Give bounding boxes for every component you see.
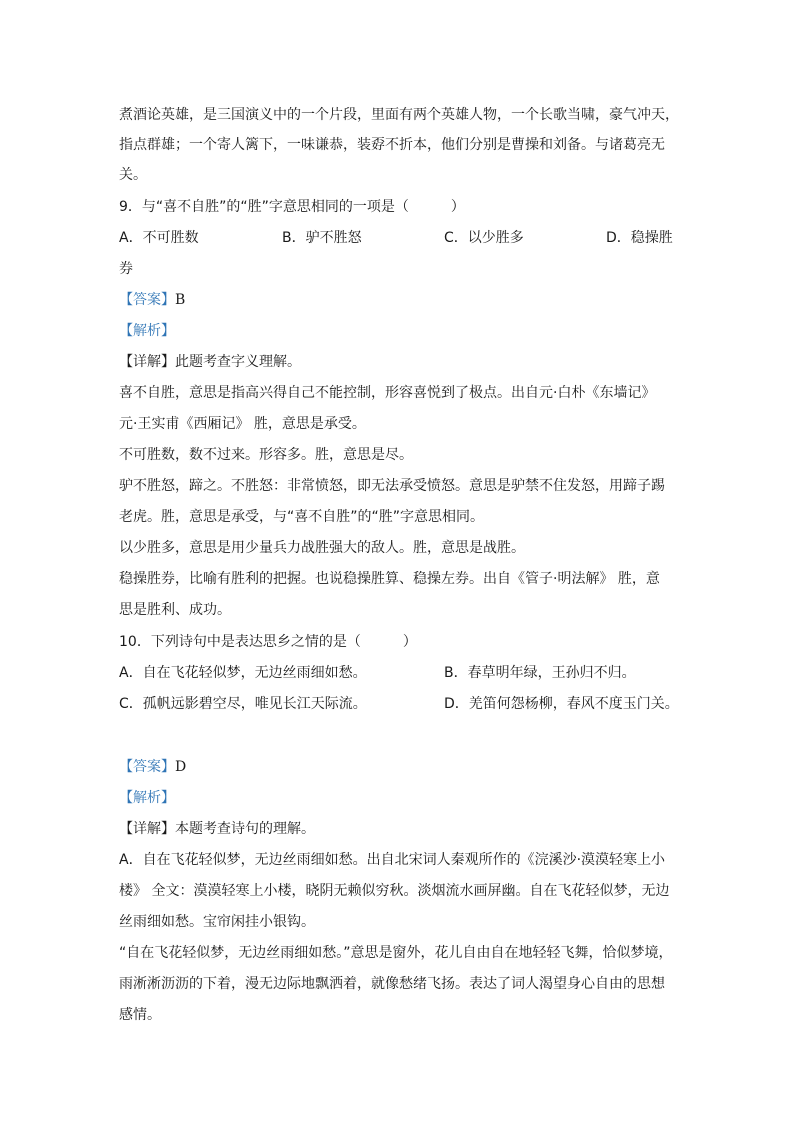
q10-option-b: B．春草明年绿，王孙归不归。 <box>444 665 636 681</box>
q9-detail-line-3: 元·王实甫《西厢记》 胜，意思是承受。 <box>119 416 366 432</box>
q10-detail-line-5: “自在飞花轻似梦，无边丝雨细如愁。”意思是窗外，花儿自由自在地轻轻飞舞，恰似梦境， <box>119 945 673 961</box>
q10-detail-intro <box>119 819 315 839</box>
q9-option-b: B．驴不胜怒 <box>282 230 362 246</box>
q9-option-c: C．以少胜多 <box>444 230 524 246</box>
q9-stem: 9．与“喜不自胜”的“胜”字意思相同的一项是（ ） <box>119 199 465 215</box>
q10-analysis-label: 【解析】 <box>119 790 175 806</box>
q9-detail-line-5: 驴不胜怒，蹄之。不胜怒：非常愤怒，即无法承受愤怒。意思是驴禁不住发怒，用蹄子踢 <box>119 478 665 494</box>
q10-detail-line-4: 丝雨细如愁。宝帘闲挂小银钩。 <box>119 914 315 930</box>
q10-option-c: C．孤帆远影碧空尽，唯见长江天际流。 <box>119 696 367 712</box>
q10-stem: 10．下列诗句中是表达思乡之情的是（ ） <box>119 634 417 650</box>
q9-detail-label: 【详解】 <box>119 354 175 370</box>
q9-detail-intro <box>119 352 301 372</box>
q10-detail-line-1: 本题考查诗句的理解。 <box>175 821 315 837</box>
q10-answer-label: 【答案】 <box>119 759 175 775</box>
q9-detail-line-4: 不可胜数，数不过来。形容多。胜，意思是尽。 <box>119 447 413 463</box>
q10-answer-value: D <box>175 759 187 775</box>
intro-line-3: 关。 <box>119 167 147 183</box>
intro-line-2: 指点群雄；一个寄人篱下，一味谦恭，装孬不折本，他们分别是曹操和刘备。与诸葛亮无 <box>119 137 665 153</box>
q10-detail-line-6: 雨淅淅沥沥的下着，漫无边际地飘洒着，就像愁绪飞扬。表达了词人渴望身心自由的思想 <box>119 976 665 992</box>
q9-detail-line-9: 思是胜利、成功。 <box>119 602 231 618</box>
q9-detail-line-2: 喜不自胜，意思是指高兴得自己不能控制，形容喜悦到了极点。出自元·白朴《东墙记》 <box>119 385 656 401</box>
q10-detail-line-2: A．自在飞花轻似梦，无边丝雨细如愁。出自北宋词人秦观所作的《浣溪沙·漠漠轻寒上小 <box>119 852 666 868</box>
q9-answer <box>119 290 185 310</box>
q9-detail-line-1: 此题考查字义理解。 <box>175 354 301 370</box>
q10-option-a: A．自在飞花轻似梦，无边丝雨细如愁。 <box>119 665 367 681</box>
q10-answer <box>119 757 186 777</box>
q10-option-d: D．羌笛何怨杨柳，春风不度玉门关。 <box>444 696 679 712</box>
q9-option-d: D．稳操胜 <box>606 230 673 246</box>
q10-detail-line-7: 感情。 <box>119 1007 161 1023</box>
q9-answer-value: B <box>175 292 186 308</box>
q9-detail-line-7: 以少胜多，意思是用少量兵力战胜强大的敌人。胜，意思是战胜。 <box>119 540 525 556</box>
intro-line-1: 煮酒论英雄，是三国演义中的一个片段，里面有两个英雄人物，一个长歌当啸，豪气冲天， <box>119 107 679 123</box>
q10-detail-line-3: 楼》 全文：漠漠轻寒上小楼，晓阴无赖似穷秋。淡烟流水画屏幽。自在飞花轻似梦，无边 <box>119 883 670 899</box>
q10-detail-label: 【详解】 <box>119 821 175 837</box>
q9-option-wrap: 券 <box>119 261 133 277</box>
q9-detail-line-6: 老虎。胜，意思是承受，与“喜不自胜”的“胜”字意思相同。 <box>119 509 485 525</box>
q9-answer-label: 【答案】 <box>119 292 175 308</box>
q9-analysis-label: 【解析】 <box>119 323 175 339</box>
q9-option-a: A．不可胜数 <box>119 230 199 246</box>
q9-detail-line-8: 稳操胜券，比喻有胜利的把握。也说稳操胜算、稳操左券。出自《管子·明法解》 胜，意 <box>119 571 660 587</box>
